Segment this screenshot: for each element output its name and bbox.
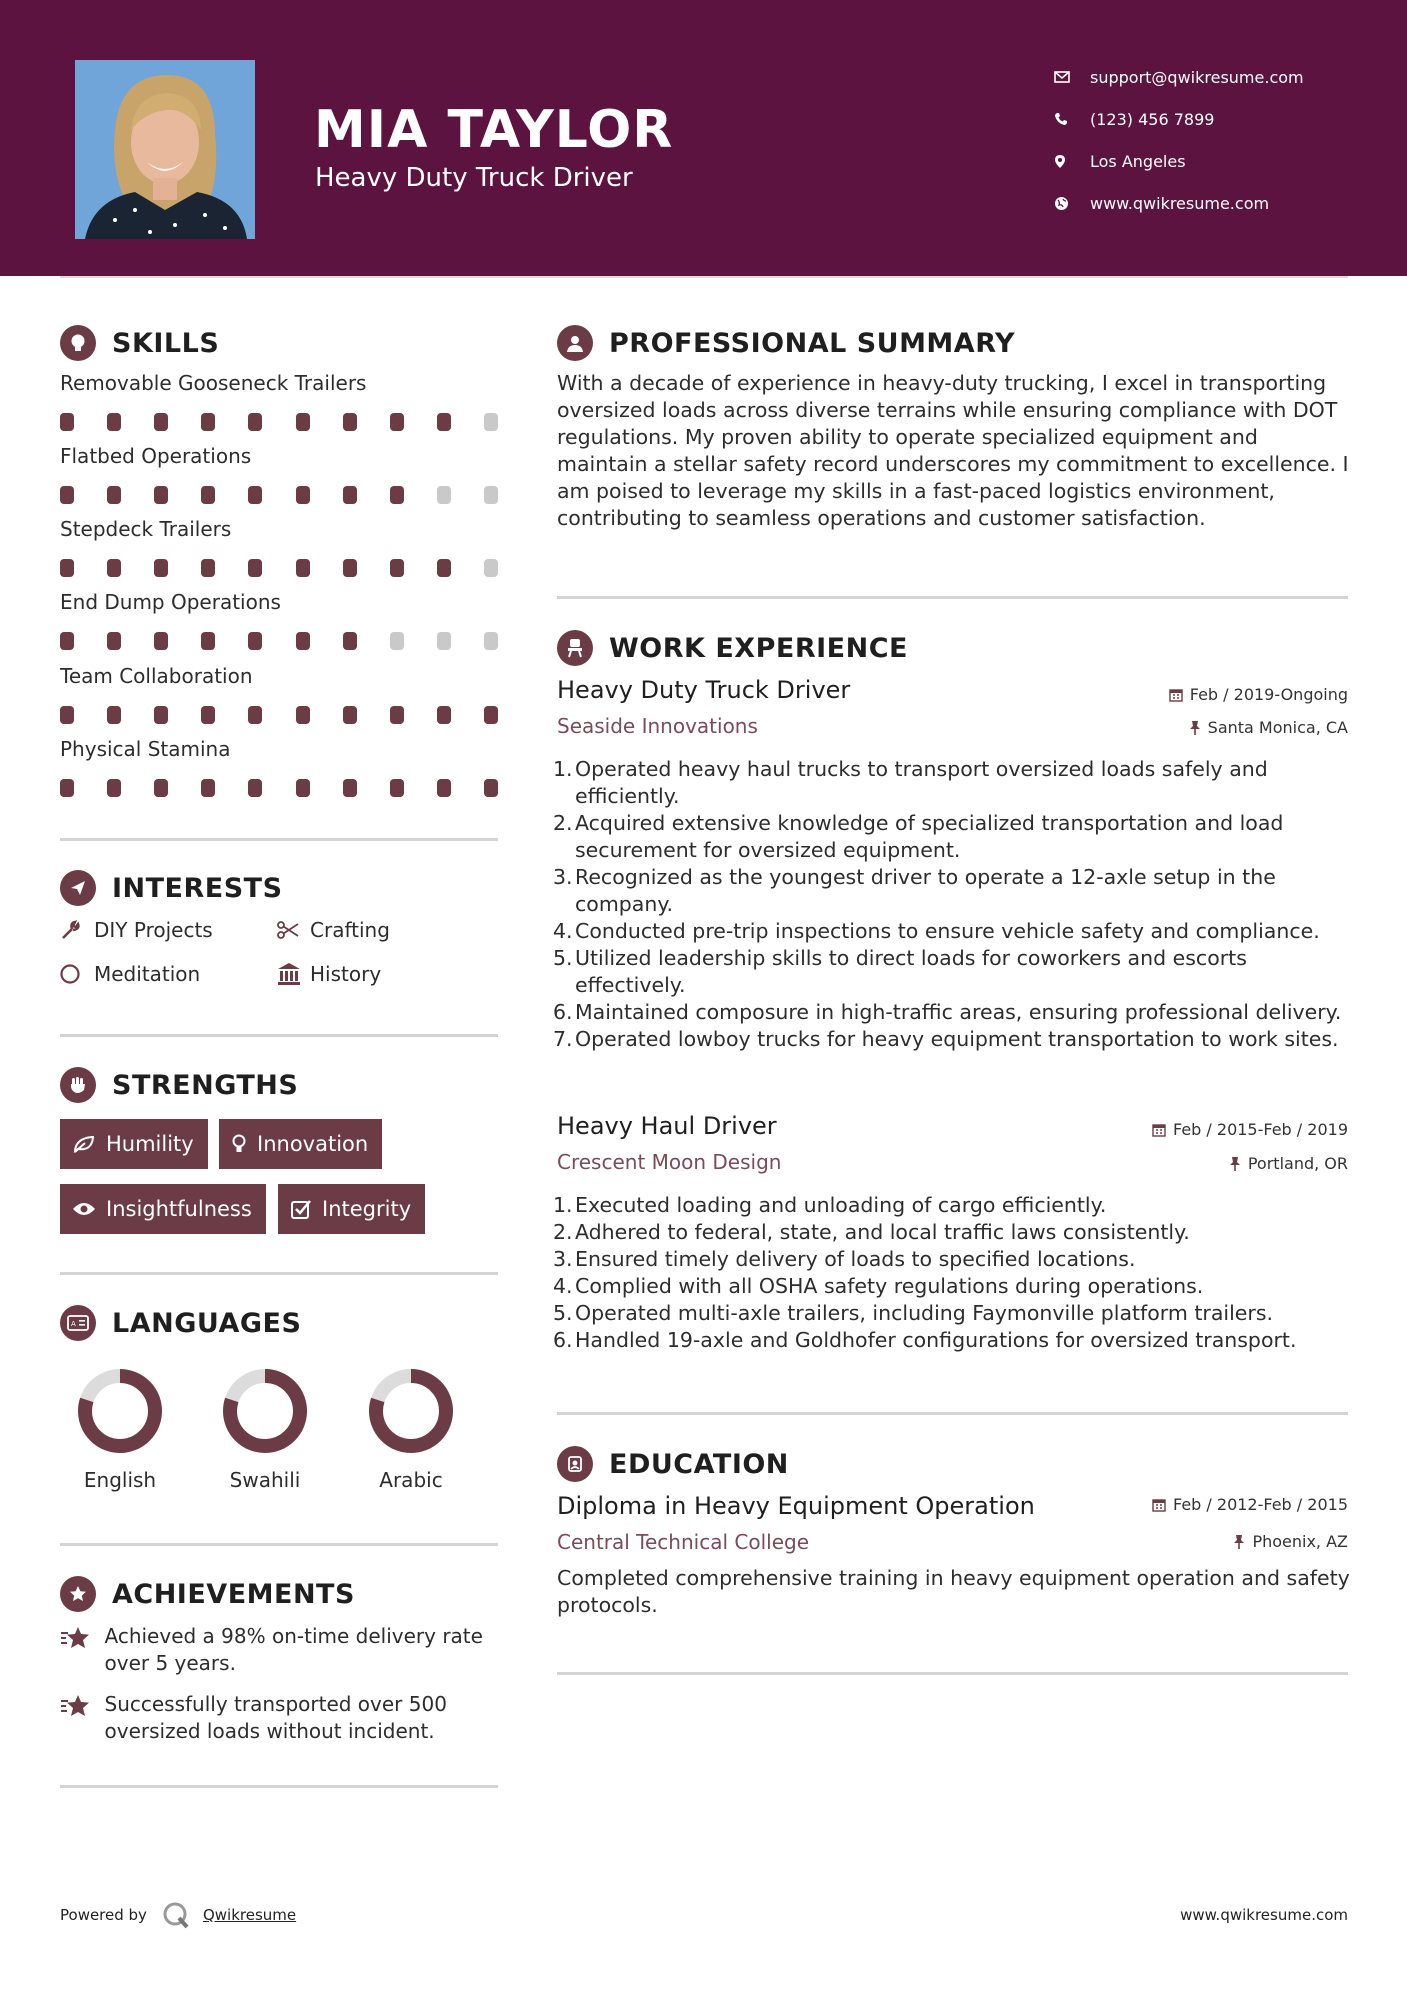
skill-name: Physical Stamina <box>60 737 231 761</box>
job-location-text: Portland, OR <box>1247 1154 1348 1173</box>
skill-dot <box>248 632 262 650</box>
pushpin-icon <box>1229 1156 1241 1171</box>
summary-heading <box>557 325 1015 361</box>
skill-dot <box>60 413 74 431</box>
school-name: Central Technical College <box>557 1530 809 1554</box>
interest-item <box>60 962 200 986</box>
language-item <box>205 1366 325 1492</box>
section-divider <box>60 1034 498 1037</box>
leaf-icon <box>72 1134 96 1154</box>
skill-dot <box>154 486 168 504</box>
contact-website-text[interactable]: www.qwikresume.com <box>1090 193 1270 213</box>
skill-rating <box>60 779 498 797</box>
skill-dot <box>484 779 498 797</box>
skill-dot <box>248 706 262 724</box>
interest-label: History <box>310 962 382 986</box>
skill-dot <box>390 559 404 577</box>
duty-text: Operated lowboy trucks for heavy equipment transportation to work sites. <box>575 1027 1339 1051</box>
language-proficiency-donut <box>75 1366 165 1456</box>
skill-dot <box>60 779 74 797</box>
duty-item: 3. Ensured timely delivery of loads to specified locations. <box>553 1247 1136 1271</box>
section-divider <box>60 1785 498 1788</box>
education-dates-text: Feb / 2012-Feb / 2015 <box>1173 1495 1348 1514</box>
skill-dot <box>154 779 168 797</box>
job-dates <box>1152 1120 1348 1139</box>
language-name: Arabic <box>379 1468 443 1492</box>
job-dates <box>1169 685 1348 704</box>
strength-tag <box>60 1119 208 1169</box>
skill-name: Flatbed Operations <box>60 444 252 468</box>
skill-rating <box>60 413 498 431</box>
section-divider <box>60 1543 498 1546</box>
duty-item: 5. Utilized leadership skills to direct loads for coworkers and escorts effectively. <box>553 945 1353 999</box>
skill-dot <box>107 779 121 797</box>
interest-label: Crafting <box>310 918 390 942</box>
skill-dot <box>484 486 498 504</box>
education-dates <box>1152 1495 1348 1514</box>
duty-item: 2. Acquired extensive knowledge of specialized transportation and load securement for oversized equipment. <box>553 810 1353 864</box>
duty-item: 6. Handled 19-axle and Goldhofer configurations for oversized transport. <box>553 1328 1297 1352</box>
job-title: Heavy Duty Truck Driver <box>557 676 851 704</box>
skill-dot <box>296 632 310 650</box>
duty-text: Ensured timely delivery of loads to specified locations. <box>575 1247 1136 1271</box>
skill-dot <box>154 559 168 577</box>
paper-plane-icon <box>60 870 96 906</box>
skill-dot <box>60 632 74 650</box>
skill-dot <box>296 779 310 797</box>
languages-title: LANGUAGES <box>112 1307 302 1339</box>
duty-item: 3. Recognized as the youngest driver to operate a 12-axle setup in the company. <box>553 864 1353 918</box>
footer-url[interactable]: www.qwikresume.com <box>1180 1906 1348 1924</box>
user-icon <box>557 325 593 361</box>
qwikresume-link[interactable]: Qwikresume <box>202 1906 297 1924</box>
achievement-text: Successfully transported over 500 oversized loads without incident. <box>104 1692 447 1743</box>
skill-rating <box>60 486 498 504</box>
skill-name: Team Collaboration <box>60 664 253 688</box>
contact-email <box>1054 56 1304 98</box>
job-dates-text: Feb / 2015-Feb / 2019 <box>1173 1120 1348 1139</box>
chair-icon <box>557 630 593 666</box>
duty-text: Recognized as the youngest driver to operate a 12-axle setup in the company. <box>575 865 1276 916</box>
achievement-item <box>60 1691 500 1745</box>
skill-dot <box>437 779 451 797</box>
education-title: EDUCATION <box>609 1448 789 1480</box>
lightbulb-icon <box>231 1133 247 1155</box>
skill-item <box>60 590 500 650</box>
job-dates-text: Feb / 2019-Ongoing <box>1189 685 1348 704</box>
scissors-icon <box>276 920 310 940</box>
languages-heading <box>60 1305 301 1341</box>
education-heading <box>557 1446 789 1482</box>
language-item <box>351 1366 471 1492</box>
skill-dot <box>60 706 74 724</box>
skill-rating <box>60 706 498 724</box>
skill-item <box>60 664 500 724</box>
skill-dot <box>154 706 168 724</box>
contact-website <box>1054 182 1304 224</box>
skill-dot <box>390 486 404 504</box>
skill-dot <box>437 706 451 724</box>
skill-dot <box>484 706 498 724</box>
strength-tag <box>219 1119 382 1169</box>
powered-by-label: Powered by <box>60 1906 147 1924</box>
skill-name: Stepdeck Trailers <box>60 517 232 541</box>
summary-text: With a decade of experience in heavy-duty trucking, I excel in transporting oversized loads across diverse terrains while ensuring compliance with DOT regulations. My proven ability to operate specialized equipment and maintain a stellar safety record underscores my commitment to excellence. I am poised to leverage my skills in a fast-paced logistics environment, contributing to seamless operations and customer satisfaction. <box>557 371 1349 530</box>
graduate-icon <box>557 1446 593 1482</box>
checkbox-icon <box>290 1198 312 1220</box>
strength-label: Humility <box>106 1132 194 1156</box>
language-card-icon <box>60 1305 96 1341</box>
skill-dot <box>201 413 215 431</box>
section-divider <box>557 1672 1348 1675</box>
strength-label: Innovation <box>257 1132 369 1156</box>
footer-powered-by <box>60 1900 296 1930</box>
skill-dot <box>484 632 498 650</box>
strengths-title: STRENGTHS <box>112 1069 299 1101</box>
skill-dot <box>248 486 262 504</box>
section-divider <box>557 596 1348 599</box>
skill-dot <box>343 779 357 797</box>
skill-dot <box>107 706 121 724</box>
duty-item: 2. Adhered to federal, state, and local traffic laws consistently. <box>553 1220 1190 1244</box>
skill-dot <box>437 632 451 650</box>
skill-rating <box>60 559 498 577</box>
skill-name: Removable Gooseneck Trailers <box>60 371 367 395</box>
contact-list <box>1054 56 1304 224</box>
contact-phone <box>1054 98 1304 140</box>
section-divider <box>557 1412 1348 1415</box>
language-proficiency-donut <box>220 1366 310 1456</box>
strength-tag <box>60 1184 266 1234</box>
skill-dot <box>201 706 215 724</box>
skill-dot <box>390 632 404 650</box>
phone-icon <box>1054 112 1090 126</box>
skill-dot <box>343 632 357 650</box>
interests-title: INTERESTS <box>112 872 283 904</box>
skill-dot <box>154 413 168 431</box>
skill-dot <box>248 413 262 431</box>
interest-item <box>60 918 213 942</box>
fist-icon <box>60 1067 96 1103</box>
globe-icon <box>1054 196 1090 211</box>
interest-item <box>276 918 390 942</box>
profile-photo <box>75 60 255 239</box>
achievements-title: ACHIEVEMENTS <box>112 1578 355 1610</box>
skill-item <box>60 737 500 797</box>
contact-location <box>1054 140 1304 182</box>
skills-title: SKILLS <box>112 327 220 359</box>
achievement-item <box>60 1623 500 1677</box>
qwikresume-logo[interactable] <box>161 1900 296 1930</box>
skill-dot <box>296 706 310 724</box>
skill-dot <box>343 413 357 431</box>
circle-icon <box>60 963 94 985</box>
skill-dot <box>296 486 310 504</box>
duty-item: 1. Operated heavy haul trucks to transport oversized loads safely and efficiently. <box>553 756 1353 810</box>
interest-label: DIY Projects <box>94 918 213 942</box>
skill-rating <box>60 632 498 650</box>
language-proficiency-donut <box>366 1366 456 1456</box>
calendar-icon <box>1169 688 1183 702</box>
star-icon <box>60 1691 105 1745</box>
duty-text: Utilized leadership skills to direct loads for coworkers and escorts effectively. <box>575 946 1247 997</box>
section-divider <box>60 1272 498 1275</box>
duty-item: 7. Operated lowboy trucks for heavy equipment transportation to work sites. <box>553 1027 1339 1051</box>
skill-dot <box>201 632 215 650</box>
skill-dot <box>201 779 215 797</box>
job-company: Crescent Moon Design <box>557 1150 782 1174</box>
duty-text: Operated heavy haul trucks to transport oversized loads safely and efficiently. <box>575 757 1268 808</box>
skill-dot <box>248 779 262 797</box>
duty-item: 4. Conducted pre-trip inspections to ensure vehicle safety and compliance. <box>553 919 1320 943</box>
skill-dot <box>107 632 121 650</box>
job-location <box>1229 1154 1348 1173</box>
header-divider <box>60 276 1348 278</box>
skill-item <box>60 371 500 431</box>
section-divider <box>60 838 498 841</box>
skill-dot <box>296 559 310 577</box>
job-duties <box>553 1192 1353 1354</box>
calendar-icon <box>1152 1123 1166 1137</box>
skill-dot <box>343 486 357 504</box>
duty-text: Executed loading and unloading of cargo efficiently. <box>575 1193 1107 1217</box>
map-pin-icon <box>1054 154 1090 169</box>
svg-text:A: A <box>71 1320 76 1328</box>
star-badge-icon <box>60 1576 96 1612</box>
contact-location-text: Los Angeles <box>1090 151 1186 171</box>
skill-dot <box>201 486 215 504</box>
qwikresume-logo-icon <box>161 1900 191 1930</box>
duty-item: 6. Maintained composure in high-traffic areas, ensuring professional delivery. <box>553 1000 1342 1024</box>
duty-text: Acquired extensive knowledge of specialized transportation and load securement for oversized equipment. <box>575 811 1284 862</box>
strengths-heading <box>60 1067 298 1103</box>
job-title: Heavy Haul Driver <box>557 1112 777 1140</box>
achievement-text: Achieved a 98% on-time delivery rate over 5 years. <box>104 1624 483 1675</box>
job-location-text: Santa Monica, CA <box>1207 718 1348 737</box>
contact-email-text[interactable]: support@qwikresume.com <box>1090 67 1304 87</box>
skill-dot <box>390 706 404 724</box>
skill-dot <box>484 413 498 431</box>
skill-dot <box>437 413 451 431</box>
skill-item <box>60 517 500 577</box>
museum-icon <box>276 962 310 986</box>
duty-text: Complied with all OSHA safety regulations during operations. <box>575 1274 1204 1298</box>
skill-dot <box>107 413 121 431</box>
skill-dot <box>390 413 404 431</box>
wrench-icon <box>60 919 94 941</box>
skill-dot <box>296 413 310 431</box>
resume-header <box>0 0 1407 276</box>
duty-item: 5. Operated multi-axle trailers, including Faymonville platform trailers. <box>553 1301 1274 1325</box>
education-location <box>1233 1532 1348 1551</box>
skill-name: End Dump Operations <box>60 590 281 614</box>
skills-heading <box>60 325 219 361</box>
eye-icon <box>72 1201 96 1217</box>
envelope-icon <box>1054 71 1090 83</box>
job-company: Seaside Innovations <box>557 714 758 738</box>
experience-heading <box>557 630 908 666</box>
duty-item: 1. Executed loading and unloading of cargo efficiently. <box>553 1193 1107 1217</box>
education-description: Completed comprehensive training in heavy equipment operation and safety protocols. <box>557 1566 1350 1617</box>
summary-title: PROFESSIONAL SUMMARY <box>609 327 1016 359</box>
job-location <box>1189 718 1348 737</box>
candidate-name: MIA TAYLOR <box>314 100 674 160</box>
calendar-icon <box>1152 1498 1166 1512</box>
achievements-heading <box>60 1576 355 1612</box>
skill-dot <box>390 779 404 797</box>
skill-dot <box>437 559 451 577</box>
language-item <box>60 1366 180 1492</box>
lightbulb-icon <box>60 325 96 361</box>
interest-label: Meditation <box>94 962 201 986</box>
skill-dot <box>154 632 168 650</box>
star-icon <box>60 1623 105 1677</box>
interest-item <box>276 962 381 986</box>
skill-dot <box>60 486 74 504</box>
skill-dot <box>60 559 74 577</box>
duty-text: Handled 19-axle and Goldhofer configurations for oversized transport. <box>575 1328 1297 1352</box>
duty-text: Conducted pre-trip inspections to ensure vehicle safety and compliance. <box>575 919 1320 943</box>
duty-text: Operated multi-axle trailers, including Faymonville platform trailers. <box>575 1301 1274 1325</box>
pushpin-icon <box>1233 1534 1245 1549</box>
duty-text: Adhered to federal, state, and local traffic laws consistently. <box>575 1220 1190 1244</box>
skill-dot <box>343 559 357 577</box>
duty-text: Maintained composure in high-traffic areas, ensuring professional delivery. <box>575 1000 1342 1024</box>
skill-dot <box>201 559 215 577</box>
strength-tag <box>278 1184 425 1234</box>
job-duties <box>553 756 1353 1053</box>
strength-label: Insightfulness <box>106 1197 252 1221</box>
experience-title: WORK EXPERIENCE <box>609 632 908 664</box>
interests-heading <box>60 870 283 906</box>
education-location-text: Phoenix, AZ <box>1252 1532 1348 1551</box>
candidate-title: Heavy Duty Truck Driver <box>315 163 633 193</box>
degree-title: Diploma in Heavy Equipment Operation <box>557 1492 1035 1520</box>
strength-label: Integrity <box>322 1197 412 1221</box>
language-name: English <box>83 1468 157 1492</box>
skill-dot <box>437 486 451 504</box>
duty-item: 4. Complied with all OSHA safety regulations during operations. <box>553 1274 1204 1298</box>
skill-dot <box>343 706 357 724</box>
skill-item <box>60 444 500 504</box>
skill-dot <box>248 559 262 577</box>
language-name: Swahili <box>229 1468 301 1492</box>
skill-dot <box>107 486 121 504</box>
pushpin-icon <box>1189 720 1201 735</box>
skill-dot <box>484 559 498 577</box>
skill-dot <box>107 559 121 577</box>
contact-phone-text: (123) 456 7899 <box>1090 109 1215 129</box>
